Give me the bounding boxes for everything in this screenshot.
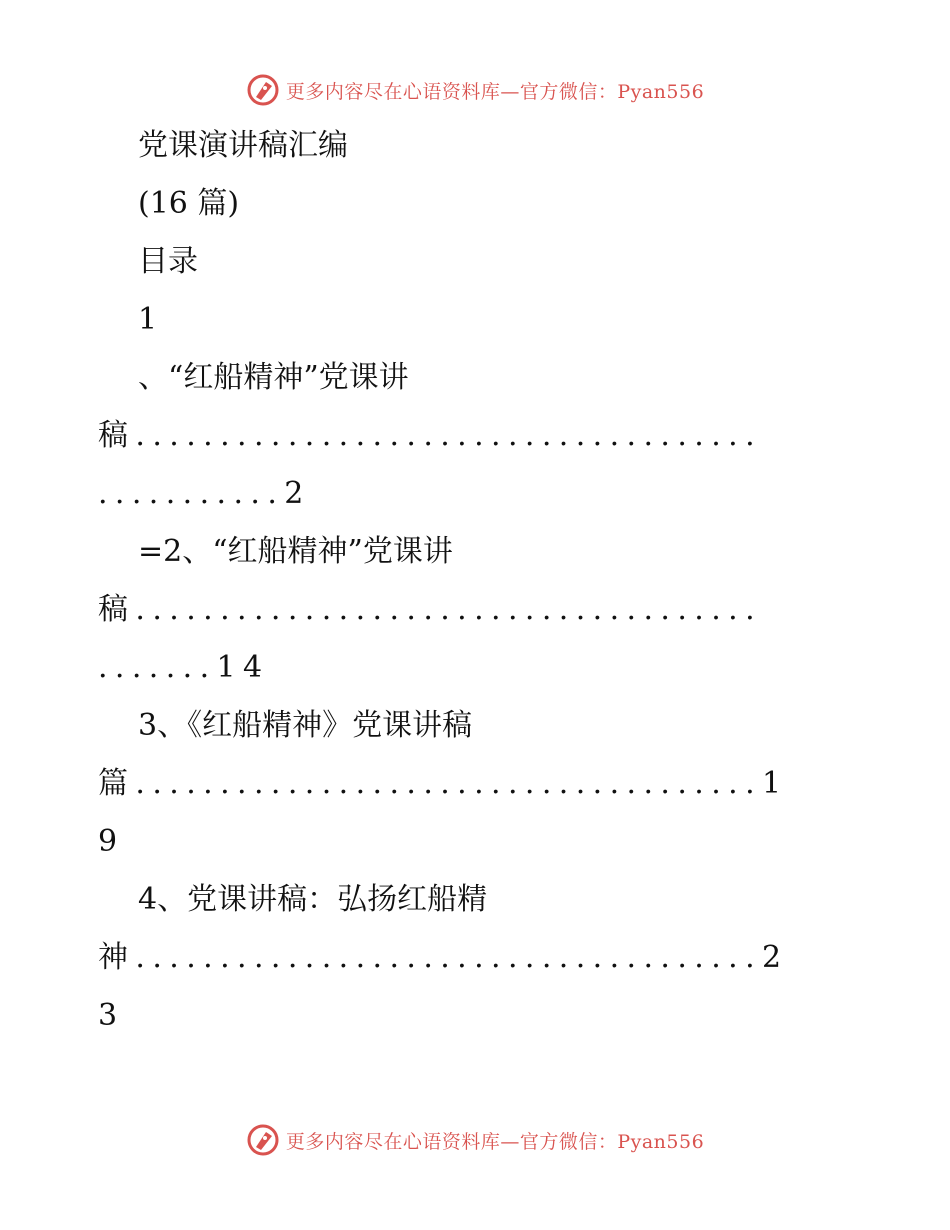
toc-line: .......14 [98, 650, 270, 685]
document-title: 党课演讲稿汇编 [138, 128, 348, 163]
pen-nib-circle-icon [246, 73, 280, 107]
footer-watermark-banner [0, 1120, 950, 1160]
watermark-text: 更多内容尽在心语资料库—官方微信：Pyan556 [285, 80, 705, 103]
toc-heading: 目录 [138, 244, 198, 279]
toc-line: 稿..................................... [98, 592, 763, 627]
toc-line: 9 [98, 824, 118, 859]
document-subtitle: (16 篇) [138, 186, 240, 221]
pen-nib-circle-icon [246, 1123, 280, 1157]
toc-line: 神.....................................2 [98, 940, 789, 975]
toc-line: 3、《红船精神》党课讲稿 [138, 708, 473, 743]
toc-line: 篇.....................................1 [98, 766, 789, 801]
toc-line: 、“红船精神”党课讲 [138, 360, 409, 395]
toc-line: ...........2 [98, 476, 311, 511]
toc-line: 稿..................................... [98, 418, 763, 453]
toc-line: 3 [98, 998, 118, 1033]
toc-line: 4、党课讲稿：弘扬红船精 [138, 882, 488, 917]
toc-line: 1 [138, 302, 158, 337]
watermark-text: 更多内容尽在心语资料库—官方微信：Pyan556 [285, 1130, 705, 1153]
header-watermark-banner [0, 70, 950, 110]
toc-line: =2、“红船精神”党课讲 [138, 534, 453, 569]
